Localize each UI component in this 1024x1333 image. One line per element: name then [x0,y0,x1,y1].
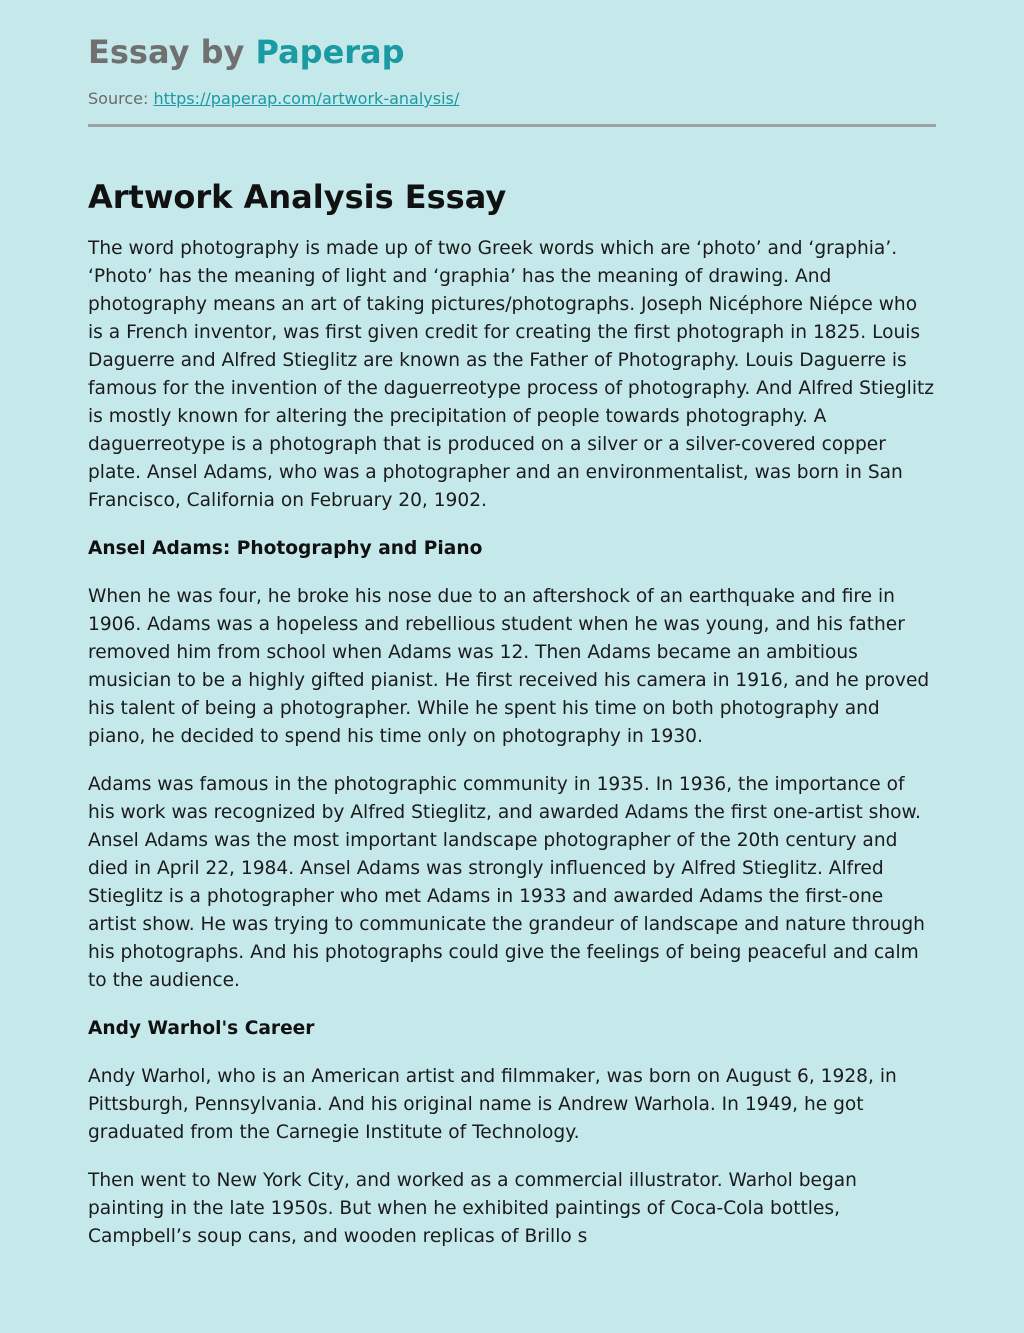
brand-name: Paperap [255,33,405,71]
site-brand [88,32,936,72]
brand-prefix: Essay by [88,33,256,71]
article-paragraph: Then went to New York City, and worked as a commercial illustrator. Warhol began painting in the late 1950s. But when he exhibited paintings of Coca-Cola bottles, Campbell’s soup cans, and wooden replicas of Brillo s [88,1170,857,1247]
header-divider [88,124,936,127]
section-heading-ansel-adams: Ansel Adams: Photography and Piano [88,538,483,559]
page [88,0,936,1251]
article-paragraph: When he was four, he broke his nose due to an aftershock of an earthquake and fire in 1906. Adams was a hopeless and rebellious student when he was young, and his father removed him from school when Adams was 12. Then Adams became an ambitious musician to be a highly gifted pianist. He first received his camera in 1916, and he proved his talent of being a photographer. While he spent his time on both photography and piano, he decided to spend his time only on photography in 1930. [88,586,930,747]
article-paragraph: Andy Warhol, who is an American artist and filmmaker, was born on August 6, 1928, in Pittsburgh, Pennsylvania. And his original name is Andrew Warhola. In 1949, he got graduated from the Carnegie Institute of Technology. [88,1066,897,1143]
article-title: Artwork Analysis Essay [88,178,507,216]
article-body [88,235,936,1251]
article-paragraph: Adams was famous in the photographic community in 1935. In 1936, the importance of his work was recognized by Alfred Stieglitz, and awarded Adams the first one-artist show. Ansel Adams was the most important landscape photographer of the 20th century and died in April 22, 1984. Ansel Adams was strongly influenced by Alfred Stieglitz. Alfred Stieglitz is a photographer who met Adams in 1933 and awarded Adams the first-one artist show. He was trying to communicate the grandeur of landscape and nature through his photographs. And his photographs could give the feelings of being peaceful and calm to the audience. [88,774,925,991]
section-heading-andy-warhol: Andy Warhol's Career [88,1018,315,1039]
article-paragraph: The word photography is made up of two Greek words which are ‘photo’ and ‘graphia’. ‘Photo’ has the meaning of light and ‘graphia’ has the meaning of drawing. And photography means an art of taking pictures/photographs. Joseph Nicéphore Niépce who is a French inventor, was first given credit for creating the first photograph in 1825. Louis Daguerre and Alfred Stieglitz are known as the Father of Photography. Louis Daguerre is famous for the invention of the daguerreotype process of photography. And Alfred Stieglitz is mostly known for altering the precipitation of people towards photography. A daguerreotype is a photograph that is produced on a silver or a silver-covered copper plate. Ansel Adams, who was a photographer and an environmentalist, was born in San Francisco, California on February 20, 1902. [88,238,935,511]
source-line [88,88,936,110]
source-link[interactable]: https://paperap.com/artwork-analysis/ [153,89,460,108]
source-label: Source: [88,89,149,108]
